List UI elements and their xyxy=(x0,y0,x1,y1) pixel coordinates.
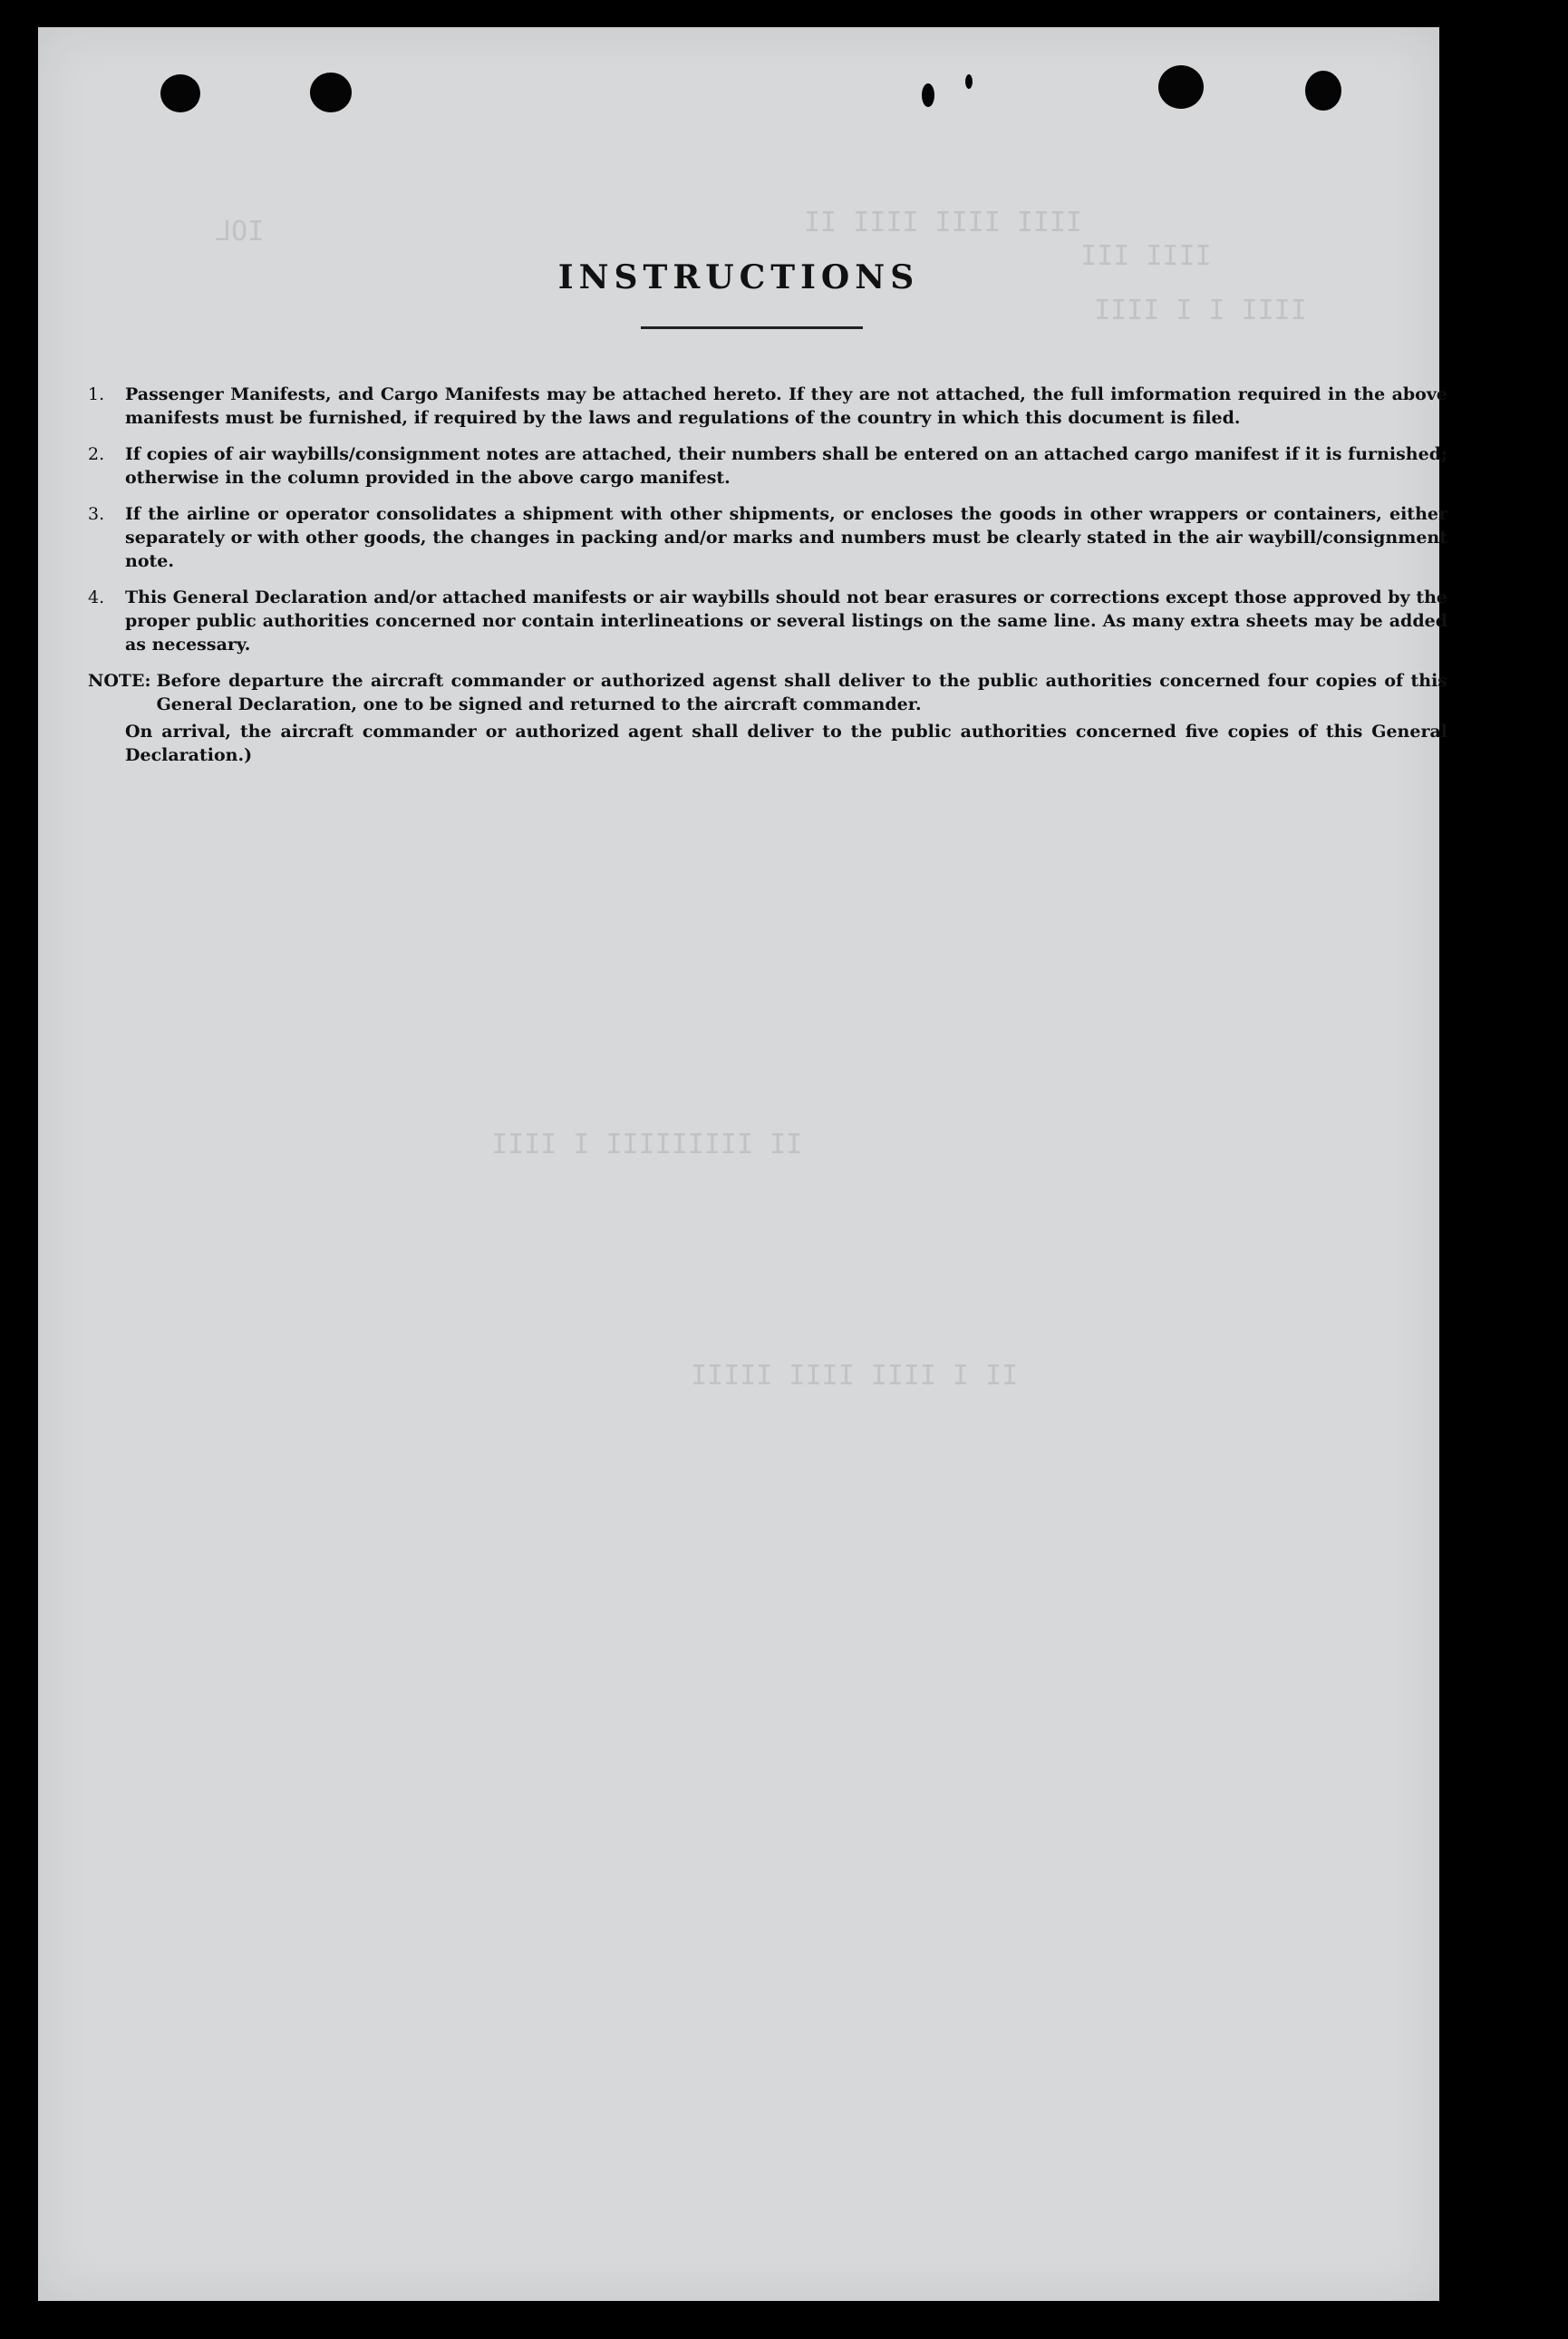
bleed-through-mark: II IIIIIIIII I IIII xyxy=(491,1129,803,1160)
instruction-text: If the airline or operator consolidates a shipment with other shipments, or encloses the goods in other wrappers or containers, either separately or with other goods, the changes in packing and/or marks and numbers must be clearly stated in the air waybill/consignment note. xyxy=(125,504,1447,571)
punch-hole xyxy=(310,73,352,112)
note-label: NOTE: xyxy=(88,671,151,691)
bleed-through-mark: IIII IIII IIII II xyxy=(804,207,1083,238)
instruction-item xyxy=(88,586,1447,656)
bleed-through-mark: IIII III xyxy=(1080,240,1212,272)
note-departure-text: Before departure the aircraft commander or authorized agenst shall deliver to the public authorities concerned four copies of this General Declaration, one to be signed and returned to the aircraft commander. xyxy=(156,671,1447,714)
instruction-text: If copies of air waybills/consignment notes are attached, their numbers shall be entered on an attached cargo manifest if it is furnished; otherwise in the column provided in the above cargo manifest. xyxy=(125,444,1447,488)
instruction-item xyxy=(88,383,1447,430)
bleed-through-mark: IIII I I IIII xyxy=(1094,295,1307,326)
bleed-through-mark: II I IIII IIII IIIII xyxy=(691,1360,1019,1392)
document-page xyxy=(38,27,1447,2301)
ink-speck xyxy=(965,74,973,89)
punch-hole xyxy=(160,74,200,112)
note-arrival-text: On arrival, the aircraft commander or authorized agent shall deliver to the public authorities concerned five copies of this General Declaration.) xyxy=(125,722,1447,765)
instruction-text: This General Declaration and/or attached manifests or air waybills should not bear erasures or corrections except those approved by the proper public authorities concerned nor contain interlineations or several listings on the same line. As many extra sheets may be added as necessary. xyxy=(125,587,1447,655)
instruction-item xyxy=(88,442,1447,490)
punch-hole xyxy=(1158,65,1204,109)
instruction-item xyxy=(88,502,1447,573)
title-underline xyxy=(641,326,863,329)
ink-speck xyxy=(922,83,934,107)
instruction-number: 1. xyxy=(88,384,105,404)
instruction-number: 2. xyxy=(88,444,105,464)
instruction-number: 4. xyxy=(88,587,105,607)
page-title: INSTRUCTIONS xyxy=(557,258,920,296)
punch-hole xyxy=(1305,71,1341,111)
instruction-number: 3. xyxy=(88,504,105,524)
instruction-list xyxy=(88,383,1447,669)
note-block xyxy=(88,669,1447,767)
instruction-text: Passenger Manifests, and Cargo Manifests may be attached hereto. If they are not attached, the full imformation required in the above manifests must be furnished, if required by the laws and regulations of the country in which this document is filed. xyxy=(125,384,1447,428)
bleed-through-mark: IOL xyxy=(215,216,265,247)
